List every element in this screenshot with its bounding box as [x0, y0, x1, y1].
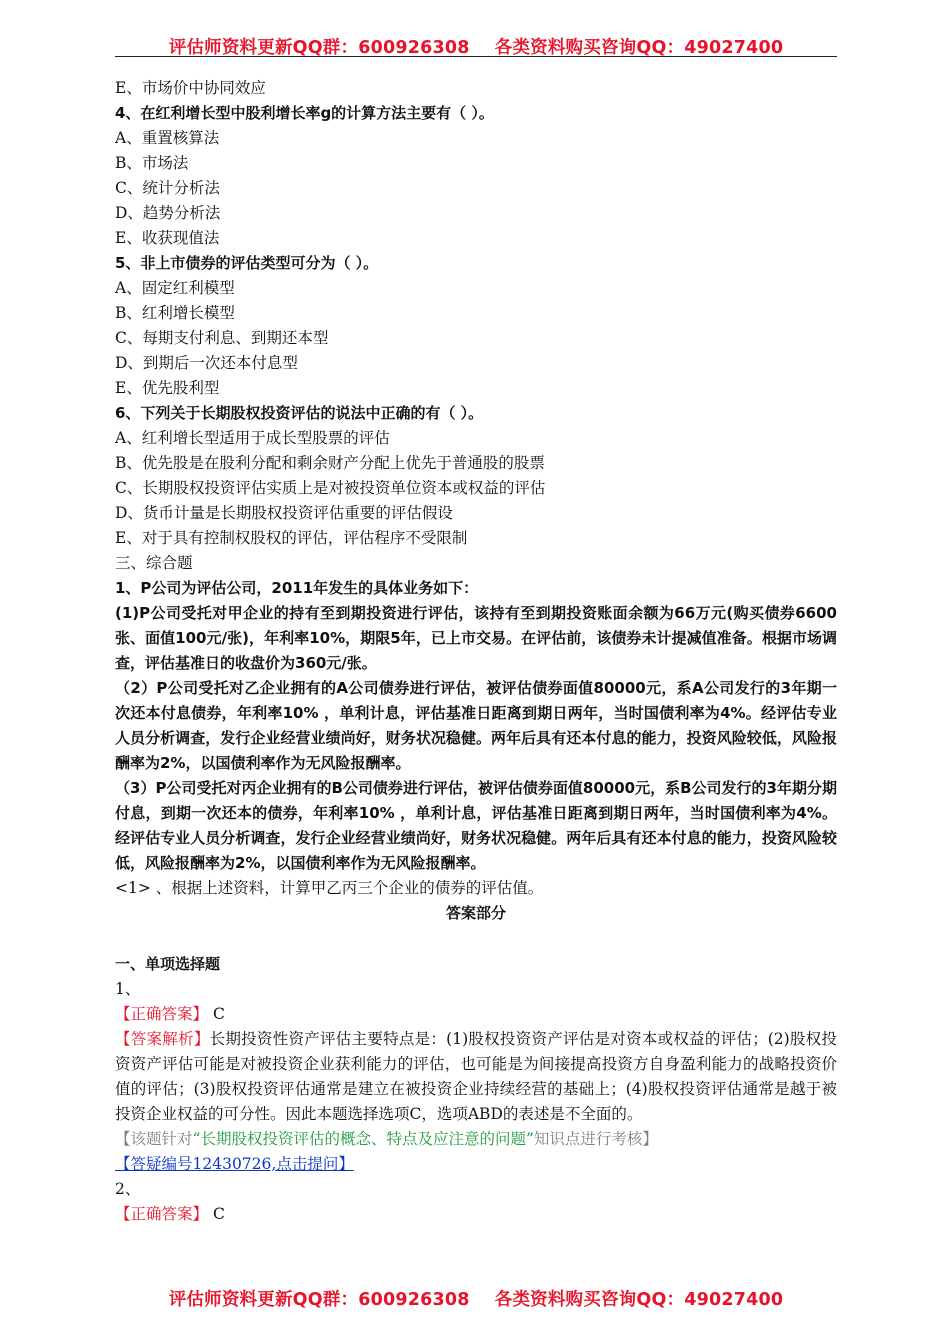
page-footer: 评估师资料更新QQ群：600926308 各类资料购买咨询QQ：49027400 [168, 1290, 784, 1310]
q5-option-d: D、到期后一次还本付息型 [115, 354, 298, 372]
q6-option-e: E、对于具有控制权股权的评估，评估程序不受限制 [115, 529, 468, 547]
q4-option-c: C、统计分析法 [115, 179, 220, 197]
answer-1-question-link-row [115, 1152, 837, 1177]
case-para-3: （3）P公司受托对丙企业拥有的B公司债券进行评估，被评估债券面值80000元，系B公司发行的3年期分期付息，到期一次还本的债券，年利率10% ，单利计息，评估基准日距离到期日两年，当时国债利率为4%。经评估专业人员分析调查，发行企业经营业绩尚好，财务状况稳健。两年后具有还本付息的能力，投资风险较低，风险报酬率为2%，以国债利率作为无风险报酬率。 [115, 779, 837, 872]
answer-1-analysis [115, 1027, 837, 1127]
note-topic: “长期股权投资评估的概念、特点及应注意的问题” [192, 1130, 534, 1148]
note-prefix: 【该题针对 [115, 1130, 193, 1148]
q6-option-a: A、红利增长型适用于成长型股票的评估 [115, 429, 390, 447]
q6-option-b: B、优先股是在股利分配和剩余财产分配上优先于普通股的股票 [115, 454, 545, 472]
q4-option-d: D、趋势分析法 [115, 204, 221, 222]
q5-option-c: C、每期支付利息、到期还本型 [115, 329, 329, 347]
answer-1-number: 1、 [115, 980, 141, 998]
header-divider [115, 56, 837, 57]
q4-question: 4、在红利增长型中股利增长率g的计算方法主要有（ ）。 [115, 104, 494, 122]
case-sub-question: <1> 、根据上述资料，计算甲乙丙三个企业的债券的评估值。 [115, 879, 544, 897]
spacer [115, 926, 837, 952]
answer-1-note [115, 1127, 837, 1152]
document-body [115, 76, 837, 1227]
correct-answer-value: C [212, 1005, 225, 1023]
section3-title: 三、综合题 [115, 554, 193, 572]
q6-option-d: D、货币计量是长期股权投资评估重要的评估假设 [115, 504, 453, 522]
answers-section1-title: 一、单项选择题 [115, 955, 221, 973]
q5-question: 5、非上市债券的评估类型可分为（ ）。 [115, 254, 379, 272]
q5-option-e: E、优先股利型 [115, 379, 220, 397]
note-suffix: 知识点进行考核】 [533, 1130, 658, 1148]
q6-question: 6、下列关于长期股权投资评估的说法中正确的有（ ）。 [115, 404, 484, 422]
answers-heading: 答案部分 [445, 904, 506, 922]
q3-option-e: E、市场价中协同效应 [115, 79, 266, 97]
answer-2-correct [115, 1202, 837, 1227]
q4-option-a: A、重置核算法 [115, 129, 220, 147]
analysis-text: 长期投资性资产评估主要特点是：(1)股权投资资产评估是对资本或权益的评估；(2)股权投资资产评估可能是对被投资企业获利能力的评估，也可能是为间接提高投资方自身盈利能力的战略投资价值的评估；(3)股权投资评估通常是建立在被投资企业持续经营的基础上；(4)股权投资评估通常是越于被投资企业权益的可分性。因此本题选择选项C，选项ABD的表述是不全面的。 [115, 1030, 837, 1123]
correct-answer-label: 【正确答案】 [115, 1205, 209, 1223]
case-intro: 1、P公司为评估公司，2011年发生的具体业务如下： [115, 579, 479, 597]
q5-option-b: B、红利增长模型 [115, 304, 235, 322]
answer-1-correct [115, 1002, 837, 1027]
q4-option-b: B、市场法 [115, 154, 189, 172]
q4-option-e: E、收获现值法 [115, 229, 220, 247]
correct-answer-label: 【正确答案】 [115, 1005, 209, 1023]
analysis-label: 【答案解析】 [115, 1030, 210, 1048]
case-para-2: （2）P公司受托对乙企业拥有的A公司债券进行评估，被评估债券面值80000元，系A公司发行的3年期一次还本付息债券，年利率10% ，单利计息，评估基准日距离到期日两年，当时国债利率为4%。经评估专业人员分析调查，发行企业经营业绩尚好，财务状况稳健。两年后具有还本付息的能力，投资风险较低，风险报酬率为2%，以国债利率作为无风险报酬率。 [115, 679, 837, 772]
q5-option-a: A、固定红利模型 [115, 279, 235, 297]
case-para-1: (1)P公司受托对甲企业的持有至到期投资进行评估，该持有至到期投资账面余额为66万元(购买债券6600张、面值100元/张)，年利率10%，期限5年，已上市交易。在评估前，该债券未计提减值准备。根据市场调查，评估基准日的收盘价为360元/张。 [115, 604, 837, 672]
ask-question-link[interactable]: 【答疑编号12430726,点击提问】 [115, 1155, 354, 1173]
page-header: 评估师资料更新QQ群：600926308 各类资料购买咨询QQ：49027400 [168, 38, 784, 58]
q6-option-c: C、长期股权投资评估实质上是对被投资单位资本或权益的评估 [115, 479, 546, 497]
correct-answer-value: C [212, 1205, 225, 1223]
answer-2-number: 2、 [115, 1180, 141, 1198]
